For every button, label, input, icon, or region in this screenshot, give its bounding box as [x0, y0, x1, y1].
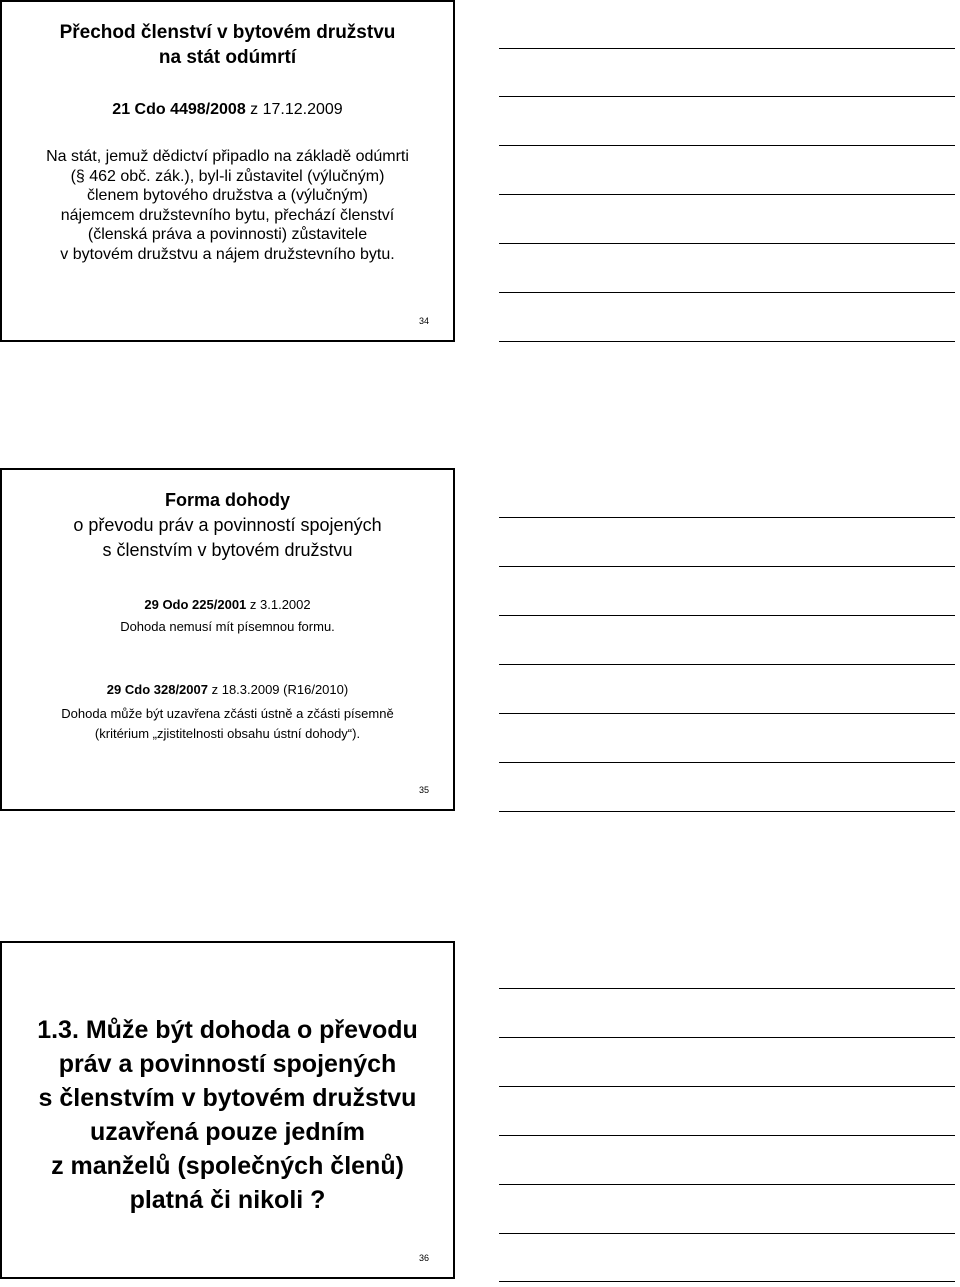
case-reference — [2, 597, 453, 612]
note-line — [499, 341, 955, 342]
title-line: s členstvím v bytovém družstvu — [102, 540, 353, 560]
note-line — [499, 664, 955, 665]
case-number: 21 Cdo 4498/2008 — [112, 101, 246, 118]
question-line: s členstvím v bytovém družstvu — [38, 1084, 417, 1112]
case-date: z 18.3.2009 (R16/2010) — [207, 682, 349, 697]
note-line — [499, 1135, 955, 1136]
note-line — [499, 713, 955, 714]
case-summary — [12, 704, 443, 744]
note-line — [499, 1281, 955, 1282]
note-line — [499, 145, 955, 146]
note-line — [499, 566, 955, 567]
slide-title — [2, 488, 453, 563]
question-line: platná či nikoli ? — [129, 1186, 326, 1214]
question-line: uzavřená pouze jedním — [89, 1118, 366, 1146]
title-line: Forma dohody — [165, 490, 290, 510]
summary-line: Dohoda může být uzavřena zčásti ústně a zčásti písemně — [61, 706, 394, 721]
case-summary: Dohoda nemusí mít písemnou formu. — [120, 619, 335, 634]
body-line: (členská práva a povinnosti) zůstavitele — [87, 226, 368, 243]
note-line — [499, 517, 955, 518]
page-number: 36 — [418, 1253, 429, 1263]
case-number: 29 Odo 225/2001 — [144, 597, 247, 612]
note-line — [499, 243, 955, 244]
question-line: práv a povinností spojených — [58, 1050, 397, 1078]
note-line — [499, 615, 955, 616]
slide-36 — [0, 941, 455, 1279]
note-line — [499, 1233, 955, 1234]
note-line — [499, 194, 955, 195]
body-line: Na stát, jemuž dědictví připadlo na základě odúmrti — [46, 148, 409, 165]
note-line — [499, 48, 955, 49]
body-line: nájemcem družstevního bytu, přechází členství — [60, 206, 395, 224]
case-date: z 3.1.2002 — [246, 597, 311, 612]
question-line: 1.3. Může být dohoda o převodu — [37, 1016, 418, 1044]
note-line — [499, 96, 955, 97]
case-number: 29 Cdo 328/2007 — [106, 682, 208, 697]
body-line: členem bytového družstva a (výlučným) — [87, 187, 368, 204]
slide-title — [2, 20, 453, 70]
body-line: (§ 462 obč. zák.), byl-li zůstavitel (výlučným) — [70, 167, 385, 185]
slide-34 — [0, 0, 455, 342]
note-line — [499, 811, 955, 812]
title-line: na stát odúmrtí — [158, 47, 297, 68]
note-line — [499, 292, 955, 293]
note-line — [499, 1037, 955, 1038]
question-line: z manželů (společných členů) — [51, 1152, 404, 1180]
note-line — [499, 1086, 955, 1087]
page-number: 35 — [418, 785, 429, 795]
title-line: Přechod členství v bytovém družstvu — [59, 22, 396, 43]
note-line — [499, 988, 955, 989]
title-line: o převodu práv a povinností spojených — [73, 515, 382, 535]
slide-35 — [0, 468, 455, 811]
slide-body — [22, 147, 433, 264]
case-date: z 17.12.2009 — [245, 101, 343, 118]
case-reference — [2, 682, 453, 697]
note-line — [499, 762, 955, 763]
body-line: v bytovém družstvu a nájem družstevního bytu. — [60, 245, 395, 263]
summary-line: (kritérium „zjistitelnosti obsahu ústní dohody“). — [94, 726, 361, 741]
case-reference — [2, 101, 453, 119]
slide-question — [2, 1013, 453, 1217]
note-line — [499, 1184, 955, 1185]
page-number: 34 — [418, 316, 429, 326]
